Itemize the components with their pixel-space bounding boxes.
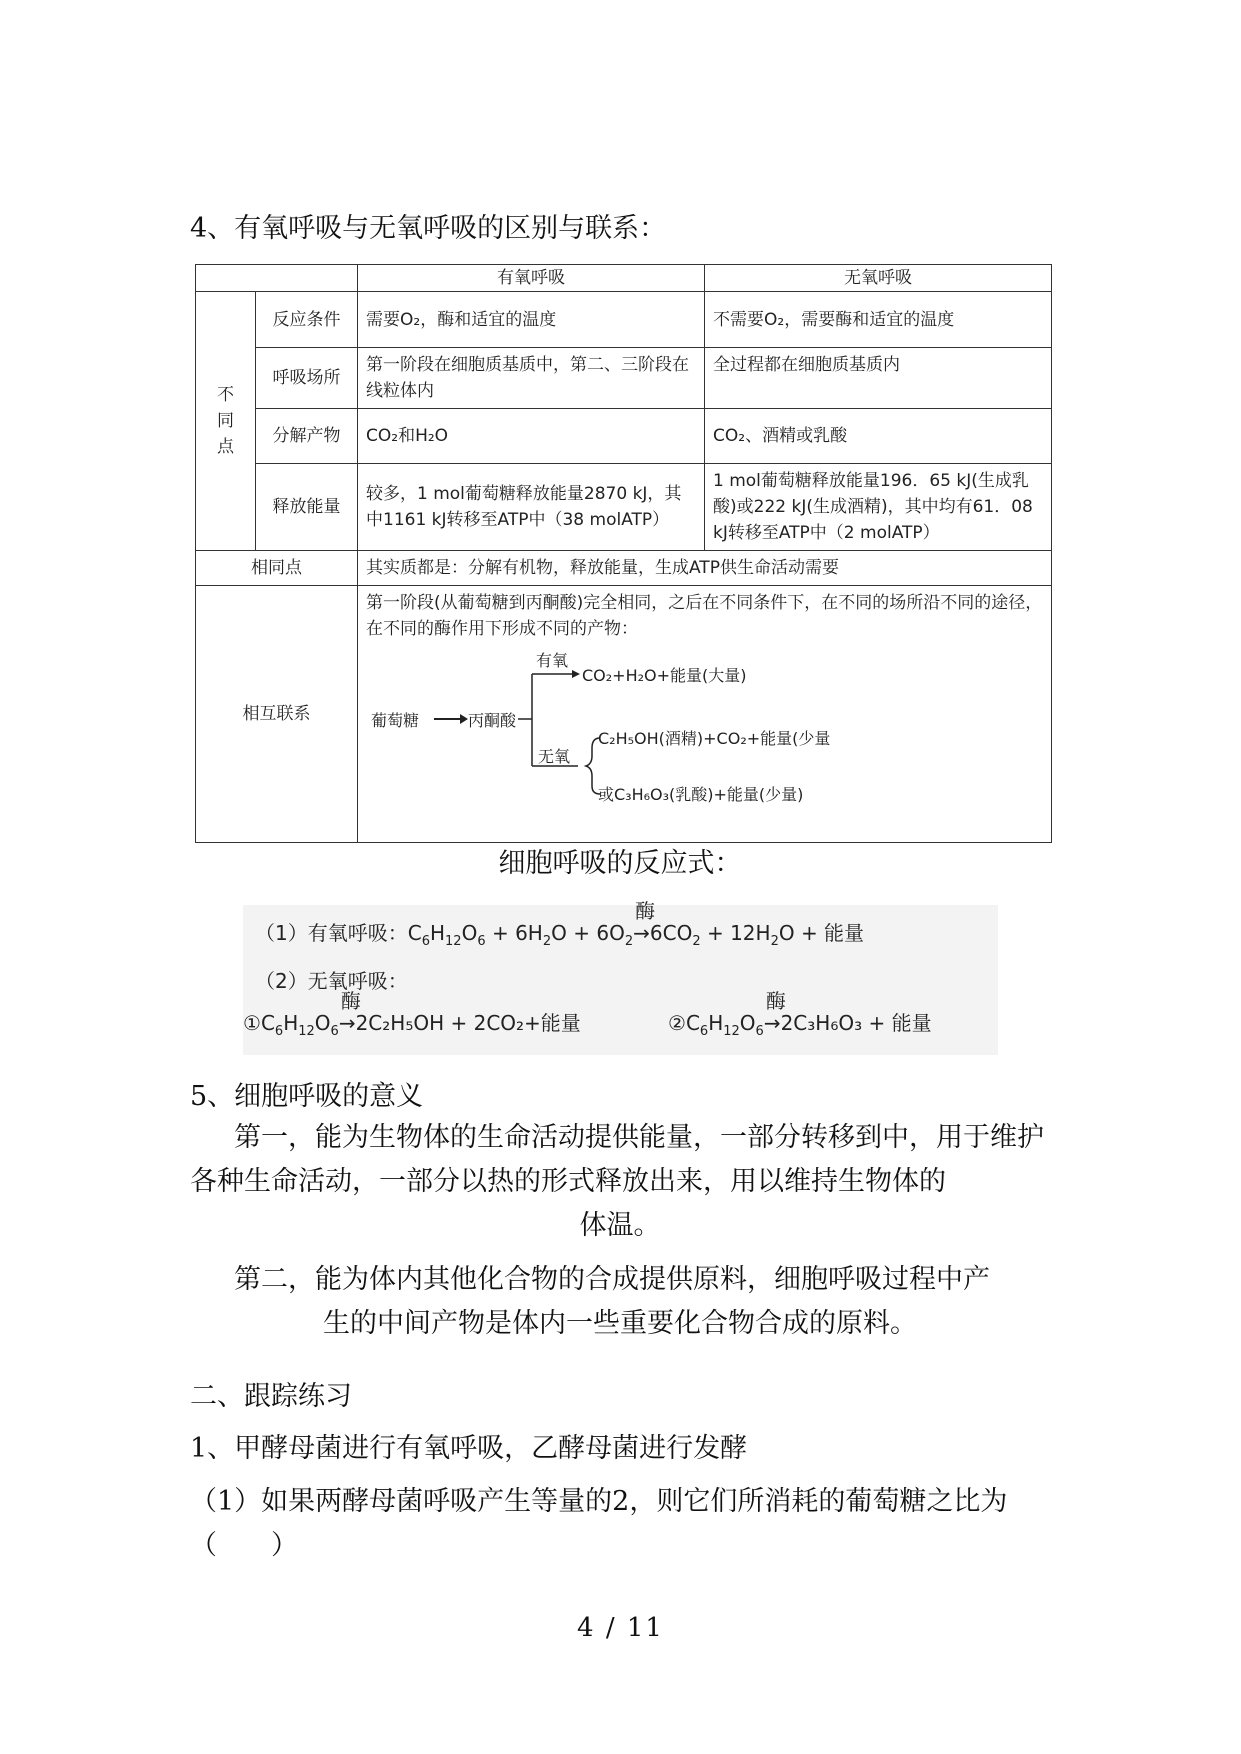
cell-aerobic: CO₂和H₂O <box>358 409 705 464</box>
table-row <box>196 348 1052 409</box>
section-5-paragraph-2-tail: 生的中间产物是体内一些重要化合物合成的原料。 <box>323 1308 917 1339</box>
page-number: 4 / 11 <box>577 1613 664 1643</box>
reaction-formula-box <box>243 899 998 1055</box>
cell-aerobic: 较多，1 mol葡萄糖释放能量2870 kJ，其中1161 kJ转移至ATP中（38 molATP） <box>358 464 705 551</box>
row-label: 反应条件 <box>256 292 358 348</box>
enzyme-arrow: 酶 → <box>763 989 786 1035</box>
formula-aerobic: （1）有氧呼吸：$C_6H_{12}O_6 + 6H_2O + 6O_2$ 酶 $\to 6CO_2 + 12H_2O$ + 能量 <box>255 899 865 949</box>
formula-anaerobic-lactate: $②C_6H_{12}O_6$ 酶 →2C₃H₆O₃ + 能量 <box>668 989 932 1039</box>
cell-same-text: 其实质都是：分解有机物，释放能量，生成ATP供生命活动需要 <box>358 551 1052 586</box>
cell-anaerobic: 不需要O₂，需要酶和适宜的温度 <box>705 292 1052 348</box>
table-row <box>196 292 1052 348</box>
table-row <box>196 409 1052 464</box>
question-1-title: 1、甲酵母菌进行有氧呼吸，乙酵母菌进行发酵 <box>190 1433 748 1464</box>
header-empty-cell <box>196 265 358 292</box>
row-label-same: 相同点 <box>196 551 358 586</box>
cell-anaerobic: 全过程都在细胞质基质内 <box>705 348 1052 409</box>
anaerobic-product-lactate: 或C₃H₆O₃(乳酸)+能量(少量) <box>598 785 804 804</box>
table-header-row <box>196 265 1052 292</box>
cell-aerobic: 需要O₂，酶和适宜的温度 <box>358 292 705 348</box>
formula-anaerobic-alcohol: $①C_6H_{12}O_6$ 酶 →2C₂H₅OH + 2CO₂+能量 <box>243 989 581 1039</box>
part-2-title: 二、跟踪练习 <box>190 1381 352 1412</box>
question-1-sub: （1）如果两酵母菌呼吸产生等量的2，则它们所消耗的葡萄糖之比为（ ） <box>190 1486 1008 1561</box>
header-anaerobic: 无氧呼吸 <box>705 265 1052 292</box>
group-label-differences: 不 同 点 <box>196 292 256 551</box>
cell-anaerobic: CO₂、酒精或乳酸 <box>705 409 1052 464</box>
enzyme-arrow: 酶 → <box>338 989 361 1035</box>
header-aerobic: 有氧呼吸 <box>358 265 705 292</box>
row-label: 释放能量 <box>256 464 358 551</box>
row-label: 呼吸场所 <box>256 348 358 409</box>
aerobic-product: CO₂+H₂O+能量(大量) <box>582 666 747 685</box>
section-5-paragraph-2: 第二，能为体内其他化合物的合成提供原料，细胞呼吸过程中产 <box>234 1264 990 1295</box>
formula-title: 细胞呼吸的反应式： <box>498 848 742 879</box>
row-label-relation: 相互联系 <box>196 586 358 843</box>
table-row <box>196 551 1052 586</box>
comparison-table <box>195 264 1052 843</box>
anaerobic-branch-label: 无氧 <box>538 747 571 766</box>
table-row <box>196 464 1052 551</box>
relation-text: 第一阶段(从葡萄糖到丙酮酸)完全相同，之后在不同条件下，在不同的场所沿不同的途径，在不同的酶作用下形成不同的产物： <box>366 593 1043 639</box>
cell-anaerobic: 1 mol葡萄糖释放能量196．65 kJ(生成乳酸)或222 kJ(生成酒精)，其中均有61．08 kJ转移至ATP中（2 molATP） <box>705 464 1052 551</box>
section-5-paragraph-1: 第一，能为生物体的生命活动提供能量，一部分转移到中，用于维护各种生命活动，一部分以热的形式释放出来，用以维持生物体的 <box>190 1122 1044 1197</box>
table-row <box>196 586 1052 843</box>
formula-anaerobic-title: （2）无氧呼吸： <box>255 969 408 993</box>
cell-aerobic: 第一阶段在细胞质基质中，第二、三阶段在线粒体内 <box>358 348 705 409</box>
row-label: 分解产物 <box>256 409 358 464</box>
section-5-title: 5、细胞呼吸的意义 <box>190 1081 424 1112</box>
pyruvate-label: 丙酮酸 <box>468 711 517 730</box>
aerobic-branch-label: 有氧 <box>536 651 569 670</box>
cell-relation <box>358 586 1052 843</box>
section-5-paragraph-1-tail: 体温。 <box>579 1210 661 1241</box>
section-4-title: 4、有氧呼吸与无氧呼吸的区别与联系： <box>190 213 667 244</box>
glucose-label: 葡萄糖 <box>371 711 420 730</box>
pathway-diagram <box>366 648 1043 838</box>
anaerobic-product-alcohol: C₂H₅OH(酒精)+CO₂+能量(少量 <box>598 729 831 748</box>
enzyme-arrow: 酶 → <box>633 899 656 945</box>
